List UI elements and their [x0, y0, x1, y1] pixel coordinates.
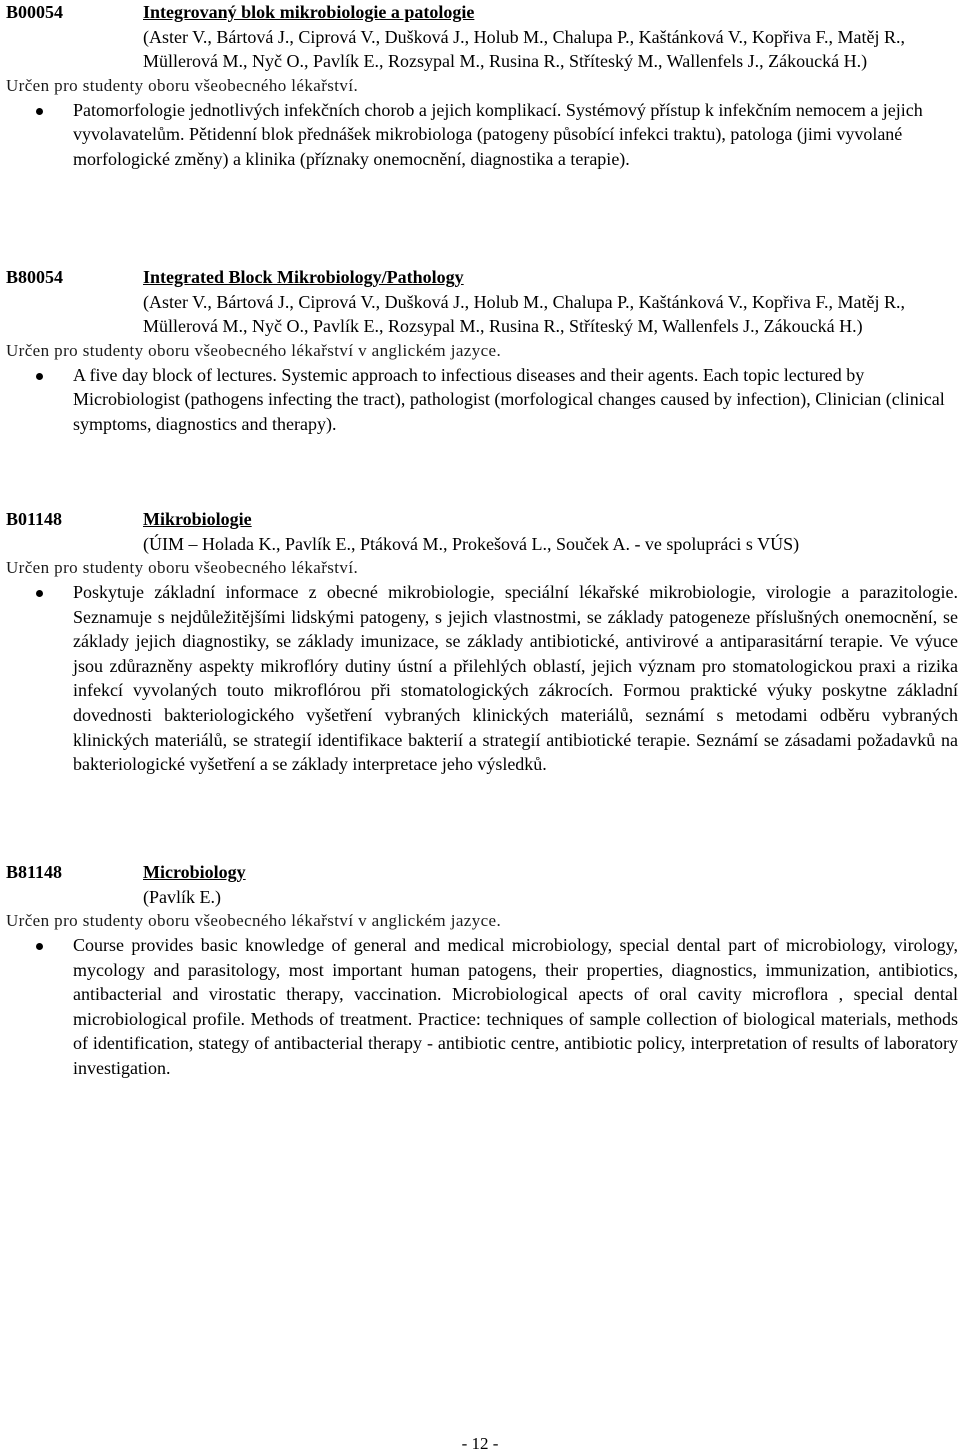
course-code: B81148	[6, 862, 63, 882]
course-description-item	[73, 98, 958, 172]
course-description: Poskytuje základní informace z obecné mikrobiologie, speciální lékařské mikrobiologie, virologie a parazitologie. Seznamuje s nejdůležitějšími lidskými patogeny, s jejich vlastnostmi, se základy patogeneze příslušných onemocnění, se základy jejich diagnostiky, se základy imunizace, se základy antibiotické, antivirové a antiparasitární terapie. Ve výuce jsou zdůrazněny aspekty mikroflóry dutiny ústní a přilehlých oblastí, jejich význam pro stomatologickou praxi a rizika infekcí vyvolaných touto mikroflórou při stomatologických zákrocích. Formou praktické výuky poskytne základní dovednosti bakteriologického vyšetření vybraných klinických materiálů, seznámí s metodami odběru vybraných klinických materiálů, se strategií identifikace bakterií a strategií antibiotické terapie. Seznámí se zásadami požadavků na bakteriologické vyšetření a se základy interpretace jeho výsledků.	[73, 582, 958, 775]
course-audience-note: Určen pro studenty oboru všeobecného lékařství.	[6, 558, 359, 577]
page-number: - 12 -	[461, 1434, 499, 1453]
course-header	[143, 507, 955, 556]
bullet-icon	[36, 943, 43, 950]
course-entry-b81148	[0, 860, 960, 1081]
course-description-item	[73, 933, 958, 1081]
course-description-item	[73, 363, 958, 437]
course-code: B80054	[6, 267, 64, 287]
course-entry-b80054	[0, 265, 960, 436]
course-title: Microbiology	[143, 862, 246, 882]
course-description: Patomorfologie jednotlivých infekčních chorob a jejich komplikací. Systémový přístup k infekčním nemocem a jejich vyvolavatelům. Pětidenní blok přednášek mikrobiologa (patogeny působící infekci traktu), patologa (jimi vyvolané morfologické změny) a klinika (příznaky onemocnění, diagnostika a terapie).	[73, 99, 923, 169]
course-code: B01148	[6, 509, 63, 529]
course-code: B00054	[6, 2, 64, 22]
course-authors: (Pavlík E.)	[143, 886, 221, 907]
course-entry-b01148	[0, 507, 960, 777]
course-header	[143, 860, 955, 909]
course-audience-note: Určen pro studenty oboru všeobecného lékařství v anglickém jazyce.	[6, 340, 502, 360]
course-description: Course provides basic knowledge of general and medical microbiology, special dental part of microbiology, virology, mycology and parasitology, most important human patogens, their properties, diagnostics, immunization, antibiotics, antibacterial and virostatic therapy, vaccination. Microbiological apects of oral cavity microflora , special dental microbiological profile. Methods of treatment. Practice: techniques of sample collection of biological materials, methods of identification, stategy of antibacterial therapy - antibiotic centre, antibiotic policy, interpretation of results of laboratory investigation.	[73, 935, 958, 1078]
bullet-icon	[36, 108, 43, 115]
course-audience-note: Určen pro studenty oboru všeobecného lékařství v anglickém jazyce.	[6, 911, 502, 930]
course-header	[143, 0, 955, 74]
course-header	[143, 265, 955, 339]
course-description: A five day block of lectures. Systemic approach to infectious diseases and their agents. Each topic lectured by Microbiologist (pathogens infecting the tract), pathologist (morfological changes caused by infection), Clinician (clinical symptoms, diagnostics and therapy).	[73, 364, 945, 434]
course-description-item	[73, 580, 958, 777]
course-authors: (ÚIM – Holada K., Pavlík E., Ptáková M., Prokešová L., Souček A. - ve spolupráci s VÚS)	[143, 533, 800, 554]
course-authors: (Aster V., Bártová J., Ciprová V., Dušková J., Holub M., Chalupa P., Kaštánková V., Kopřiva F., Matěj R., Müllerová M., Nyč O., Pavlík E., Rozsypal M., Rusina R., Stříteský M., Wallenfels J., Zákoucká H.)	[143, 26, 906, 71]
course-entry-b00054	[0, 0, 960, 171]
course-title: Integrated Block Mikrobiology/Pathology	[143, 267, 464, 287]
course-title: Integrovaný blok mikrobiologie a patologie	[143, 2, 475, 22]
bullet-icon	[36, 590, 43, 597]
bullet-icon	[36, 373, 43, 380]
course-audience-note: Určen pro studenty oboru všeobecného lékařství.	[6, 75, 359, 95]
course-authors: (Aster V., Bártová J., Ciprová V., Dušková J., Holub M., Chalupa P., Kaštánková V., Kopřiva F., Matěj R., Müllerová M., Nyč O., Pavlík E., Rozsypal M., Rusina R., Stříteský M, Wallenfels J., Zákoucká H.)	[143, 291, 906, 336]
course-title: Mikrobiologie	[143, 509, 252, 529]
